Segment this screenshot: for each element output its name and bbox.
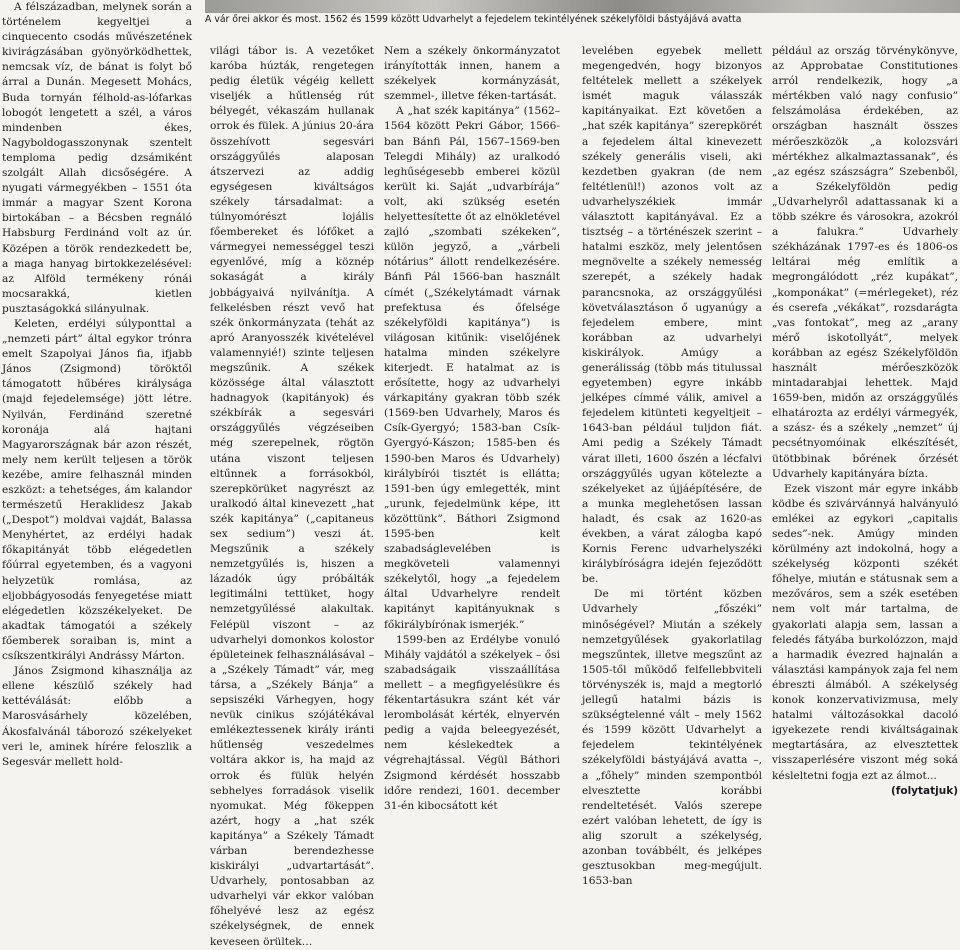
continued-note: (folytatjuk): [890, 784, 958, 797]
paragraph: világi tábor is. A vezetőket karóba húzták, rengetegen pedig életük végéig kellett viseljék a hűtlenség rút bélyegét, vékaszám hullanak orrok és fülek. A június 20-ára összehívott segesvári országgyűlés alaposan átszervezi az addig egységesen kiváltságos székely társadalmat: a túlnyomórészt lojális főembereket és lófőket a vármegyei nemességgel teszi egyenlővé, míg a köznép sokaságát a király jobbágyaivá nyilvánítja. A felkelésben részt vevő hat szék önkormányzata (tehát az apró Aranyosszék kivételével valamennyié!) szinte teljesen megszűnik. A székek közössége által választott hadnagyok (kapitányok) és székbírák a segesvári országgyűlés végzéseiben még szerepelnek, rögtön utána viszont teljesen eltűnnek a forrásokból, szerepkörüket nagyrészt az uralkodó által kinevezett „hat szék kapitánya” („capitaneus sex sedium”) veszi át. Megszűnik a székely nemzetgyűlés is, hiszen a lázadók úgy próbálták legitimálni tettüket, hogy nemzetgyűléssé alakultak. Felépül viszont – az udvarhelyi domonkos kolostor épületeinek felhasználásával – a „Székely Támadt” vár, meg társa, a „Székely Bánja” a sepsiszéki Várhegyen, hogy nevük cinikus szójátékával emlékeztessenek király iránti hűtlenség veszedelmes voltára akkor is, ha majd az orrok és fülük helyén sebhelyes forradások viselik nyomukat. Még fökeppen azért, hogy a „hat szék kapitánya” a Székely Támadt várban berendezhesse kiskirályi „udvartartását”. Udvarhely, pontosabban az udvarhelyi vár ekkor valóban főhelyévé lesz az egész székelységnek, de ennek keveseen örültek…: [210, 45, 374, 948]
header-photo: [205, 0, 960, 13]
article-column-4: [582, 44, 762, 888]
paragraph: levelében egyebek mellett megengedvén, hogy bizonyos feltételek mellett a székelyek ismét maguk válasszák kapitányaikat. Ezt követően a „hat szék kapitánya” szerepkörét a fejedelem által kinevezett székely generális viseli, aki kezdetben gyakran (de nem feltétlenül!) azonos volt az udvarhelyszékiek immár választott kapitányával. Ez a tisztség – a történészek szerint – hatalmi eszköz, mely jelentősen megnövelte a székely nemesség szerepét, a székely hadak parancsnoka, az országgyűlési követválasztáson ő ugyanúgy a fejedelem embere, mint korábban az udvarhelyi kiskirályok. Amúgy a generálisság (több más titulussal egyetemben) egyre inkább jelképes címmé válik, amivel a fejedelem kitünteti kegyeltjeit – 1643-ban például tuljdon fiát. Ami pedig a Székely Támadt várat illeti, 1600 őszén a lécfalvi országgyűlés ugyan kötelezte a székelyeket az újjáépítésére, de a munka meglehetősen lassan haladt, és csak az 1620-as években, a várat zálogba kapó Kornis Ferenc udvarhelyszéki királybíróságra idején fejeződött be.: [582, 45, 762, 586]
paragraph: A „hat szék kapitánya” (1562–1564 között Pekri Gábor, 1566-ban Bánfi Pál, 1567–1569-ben Telegdi Mihály) az uralkodó leghűségesebb emberei közül került ki. Saját „udvarbírája” volt, aki szükség esetén helyettesítette őt az elnökletével zajló „szombati székeken”, külön jegyző, a „várbeli nótárius” állott rendelkezésére. Bánfi Pál 1566-ban használt címét („Székelytámadt várnak prefektusa és őfelsége székelyföldi kapitánya”) is világosan kitűnik: viselőjének hatalma minden székelyre kiterjedt. E hatalmat az is erősítette, hogy az udvarhelyi várkapitány gyakran több szék (1569-ben Udvarhely, Maros és Csík-Gyergyó; 1583-ban Csík-Gyergyó-Kászon; 1585-ben és 1590-ben Maros és Udvarhely) királybírói tisztét is ellátta; 1591-ben úgy emlegették, mint „urunk, fejedelmünk képe, itt közöttünk”. Báthori Zsigmond 1595-ben kelt szabadságlevelében is megköveteli valamennyi székelytől, hogy „a fejedelem által Udvarhelyre rendelt kapitányt kapitányuknak s főkirálybírónak ismerjék.”: [384, 105, 560, 631]
paragraph: De mi történt közben Udvarhely „főszéki” minőségével? Miután a székely nemzetgyűlések gyakorlatilag megszűntek, illetve megszűnt az 1505-től működő felfellebbviteli törvényszék is, majd a megtorló jellegű hatalmi bázis is szükségtelenné vált – mely 1562 és 1599 között Udvarhelyt a fejedelem tekintélyének székelyföldi bástyájává avatta –, a „főhely” minden szempontból elvesztette korábbi rendeltetését. Valós szerepe ezért valóban lehetett, de így is alig szorult a székelység, azonban továbbélt, és jelképes gesztusokban meg-megújult. 1653-ban: [582, 588, 762, 888]
paragraph: János Zsigmond kihasználja az ellene készülő székely had kettéválását: előbb a Marosvásárhely közelében, Ákosfalvánál táborozó székelyeket veri le, aminek hírére feloszlik a Segesvár mellett hold-: [2, 665, 192, 768]
photo-caption: A vár őrei akkor és most. 1562 és 1599 között Udvarhelyt a fejedelem tekintélyének székelyföldi bástyájává avatta: [205, 13, 960, 26]
article-column-1: [2, 0, 192, 768]
article-column-5: [772, 44, 958, 797]
paragraph: Ezek viszont már egyre inkább ködbe és szivárvánnyá halványuló emlékei az egykori „capitalis sedes”-nek. Amúgy minden körülmény azt indokolná, hogy a székelység központi székét főhelye, miután e státusnak sem a mezőváros, sem a szék esetében nem volt már tartalma, de gyakorlati alapja sem, lassan a feledés fátyába burkolózzon, majd a harmadik évezred hajnalán a választási kampányok zaja fel nem ébreszti álmából. A székelység konok konzervativizmusa, mely hatalmi változásokkal dacoló igyekezete rendi kiváltságainak megtartására, az elvesztettek visszaperlésére viszont még soká késleltetni fogja ezt az álmot...: [772, 482, 958, 782]
paragraph: A félszázadban, melynek során a történelem kegyeltjei a cinquecento csodás művészetének kivirágzásában gyönyörködhettek, nemcsak víz, de bánat is folyt bő árral a Dunán. Megesett Mohács, Buda tornyán félhold-as-lófarkas lobogót lengetett a szél, a város mindenben ékes, Nagyboldogasszonynak szentelt temploma pedig dzsámiként szolgált Allah dicsőségére. A nyugati vármegyékben – 1551 óta immár a magyar Szent Korona birtokában – a Bécsben regnáló Habsburg Ferdinánd volt az úr. Középen a török rendezkedett be, a maga hanyag birtokkezelésével: az Alföld termékeny rónái mocsarakká, kietlen pusztaságokká silányulnak.: [2, 1, 192, 315]
paragraph: Nem a székely önkormányzatot irányították innen, hanem a székelyek kormányzását, szemmel-, illetve féken-tartását.: [384, 45, 560, 103]
article-column-3: [384, 44, 560, 812]
article-column-2: [210, 44, 374, 948]
paragraph: Keleten, erdélyi súlyponttal a „nemzeti párt” által egykor trónra emelt Szapolyai János fia, ifjabb János (Zsigmond) töröktől támogatott hűbéres királysága (majd fejedelemsége) jött létre. Nyilván, Ferdinánd szeretné koronája alá hajtani Magyarországnak bár azon részét, mely nem került teljesen a török kezébe, amire felhasznál minden eszközt: a tehetséges, ám kalandor természetű Heraklidesz Jakab („Despot”) moldvai vajdát, Balassa Menyhértet, az erdélyi hadak főkapitányát több elégedetlen főúrral egyetemben, és a vagyoni helyzetük romlása, az eljobbágyosodás fenyegetése miatt elégedetlen közszékelyeket. De akadtak támogatói a székely főemberek soraiban is, mint a csíkszentkirályi Andrássy Márton.: [2, 317, 192, 663]
paragraph: 1599-ben az Erdélybe vonuló Mihály vajdától a székelyek – ősi szabadságaik visszaállítása mellett – a megfigyelésükre és fékentartásukra szánt két vár lerombolását kérték, elnyervén pedig a vajda beleegyezését, nem késlekedtek a végrehajtással. Végül Báthori Zsigmond kérdését hosszabb időre rendezi, 1601. december 31-én kibocsátott két: [384, 633, 560, 812]
paragraph: például az ország törvénykönyve, az Approbatae Constitutiones arról rendelkezik, hogy „a mértékben való nagy confusio” felszámolása érdekében, az országban használt összes mérőeszközök „a kolozsvári mértékhez alkalmaztassanak”, és „az egész szászságra” Szebenből, a Székelyföldön pedig „Udvarhelyről adattassanak ki a több székre és városokra, azokról a falukra.” Udvarhely székházának 1797-es és 1806-os leltárai még említik a megrongálódott „réz kupákat”, „komponákat” (=mérlegeket), réz és cserefa „vékákat”, rozsdarágta „vas fontokat”, meg az „arany mérő iskotollyát”, melyek korábban az egész Székelyföldön használt mérőeszközök mintadarabjai lehettek. Majd 1659-ben, midőn az országgyűlés elhatározta az erdélyi vármegyék, a szász- és a székely „nemzet” új pecsétnyomóinak elkészítését, ütötbbinak bőrének őrzését Udvarhely kapitányára bízta.: [772, 45, 958, 480]
